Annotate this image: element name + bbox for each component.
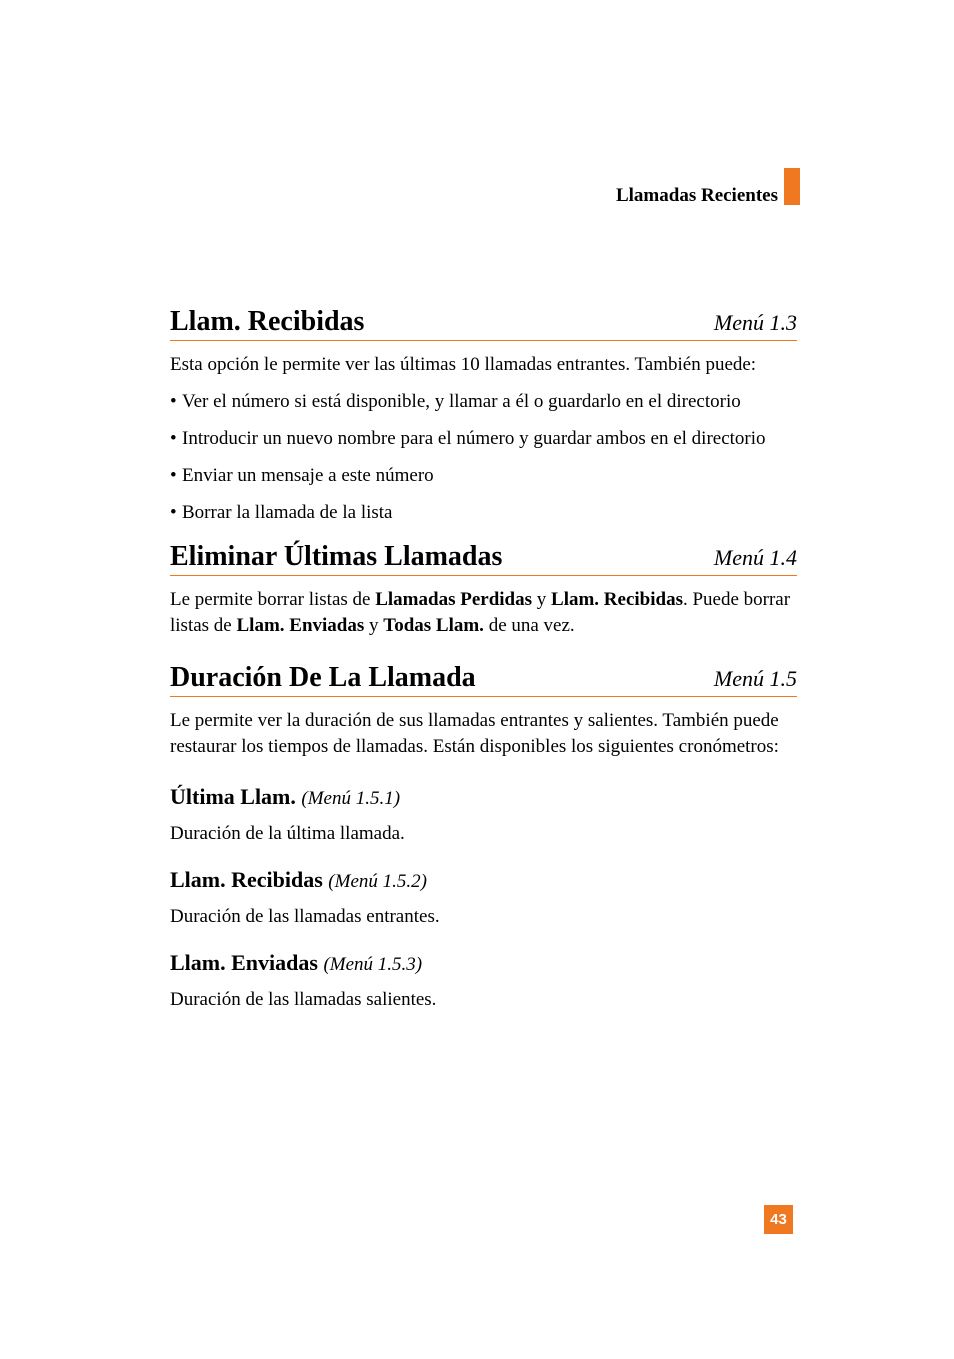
- section-body: [170, 587, 797, 639]
- section-intro: Esta opción le permite ver las últimas 10 llamadas entrantes. También puede:: [170, 354, 757, 375]
- body-text: Le permite borrar listas de: [170, 589, 376, 610]
- body-text: y: [532, 589, 552, 610]
- body-text: . Puede borrar listas de: [170, 589, 791, 636]
- subsection-heading: [170, 866, 797, 896]
- list-item: • Introducir un nuevo nombre para el número y guardar ambos en el directorio: [170, 426, 797, 452]
- subsection-description: Duración de las llamadas entrantes.: [170, 906, 440, 927]
- subsection-title: Llam. Recibidas: [170, 867, 323, 892]
- section-menu-reference: Menú 1.3: [713, 310, 797, 335]
- subsection-menu-reference: (Menú 1.5.2): [328, 871, 427, 892]
- section-eliminar-ultimas-llamadas: [170, 541, 797, 639]
- section-heading: [170, 541, 797, 576]
- section-menu-reference: Menú 1.5: [713, 666, 797, 691]
- body-text: y: [364, 615, 384, 636]
- subsection-heading: [170, 783, 797, 813]
- section-llam-recibidas: [170, 306, 797, 526]
- bold-term: Llam. Enviadas: [236, 615, 365, 636]
- list-item: • Enviar un mensaje a este número: [170, 463, 797, 489]
- bold-term: Llamadas Perdidas: [375, 589, 533, 610]
- subsection-heading: [170, 949, 797, 979]
- bullet-list: [170, 389, 797, 526]
- subsection-menu-reference: (Menú 1.5.3): [323, 954, 423, 975]
- section-heading: [170, 306, 797, 341]
- subsection-title: Última Llam.: [170, 784, 296, 809]
- subsection-description: Duración de las llamadas salientes.: [170, 989, 437, 1010]
- body-text: de una vez.: [483, 615, 575, 636]
- section-heading: [170, 662, 797, 697]
- header-tab-marker: [784, 168, 800, 205]
- bold-term: Todas Llam.: [383, 615, 484, 636]
- section-title: Llam. Recibidas: [170, 306, 365, 337]
- section-title: Duración De La Llamada: [170, 662, 476, 693]
- subsection-description: Duración de la última llamada.: [170, 823, 405, 844]
- subsection-menu-reference: (Menú 1.5.1): [301, 788, 401, 809]
- subsection-title: Llam. Enviadas: [170, 950, 318, 975]
- list-item: • Ver el número si está disponible, y llamar a él o guardarlo en el directorio: [170, 389, 797, 415]
- section-menu-reference: Menú 1.4: [713, 545, 797, 570]
- subsection-ultima-llam: [170, 783, 797, 847]
- section-intro: Le permite ver la duración de sus llamadas entrantes y salientes. También puede restaurar los tiempos de llamadas. Están disponibles los siguientes cronómetros:: [170, 710, 779, 757]
- bold-term: Llam. Recibidas: [551, 589, 683, 610]
- subsection-llam-enviadas: [170, 949, 797, 1013]
- section-title: Eliminar Últimas Llamadas: [170, 541, 503, 572]
- subsection-llam-recibidas: [170, 866, 797, 930]
- section-duracion-de-la-llamada: [170, 662, 797, 1013]
- running-header-title: Llamadas Recientes: [615, 185, 778, 206]
- page-content: [170, 306, 797, 1013]
- page-number-badge: 43: [764, 1205, 793, 1234]
- list-item: • Borrar la llamada de la lista: [170, 500, 797, 526]
